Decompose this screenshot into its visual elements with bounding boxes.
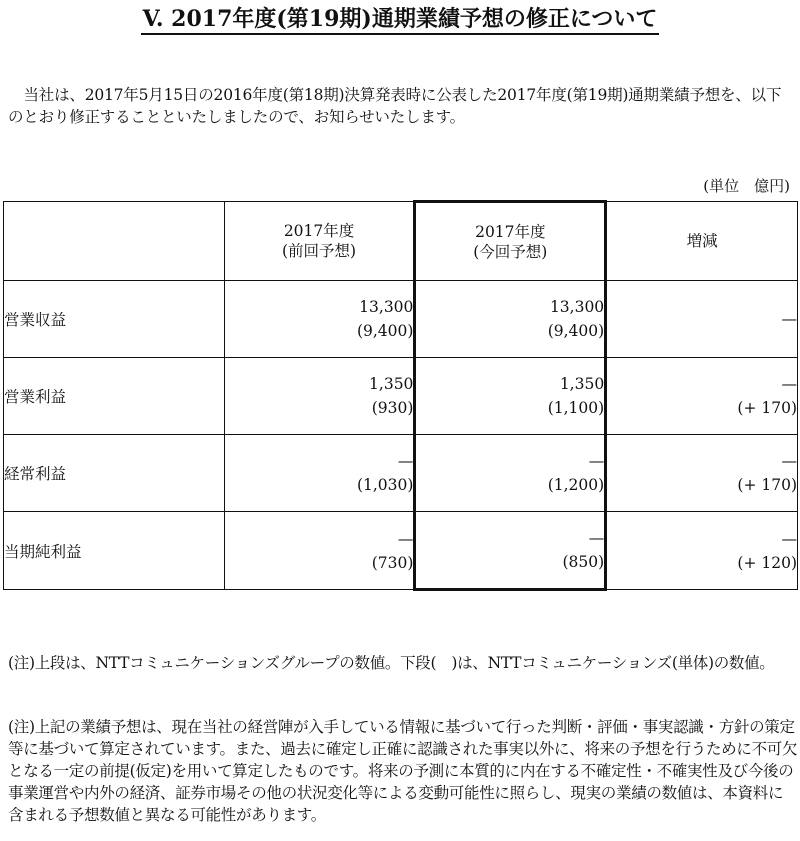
current-value-cell (415, 358, 606, 435)
header-change (606, 202, 798, 281)
current-value-cell (415, 512, 606, 590)
consolidated-value: 13,300 (549, 298, 605, 316)
change-value-cell (606, 435, 798, 512)
current-value-cell (415, 281, 606, 358)
previous-value-cell (224, 281, 415, 358)
forecast-table (3, 200, 798, 591)
table-row (4, 512, 798, 590)
header-cell-empty (4, 202, 225, 281)
consolidated-value: — (397, 452, 414, 470)
header-line: 増減 (686, 232, 718, 250)
standalone-value: (9,400) (356, 322, 414, 340)
consolidated-value: — (397, 529, 414, 548)
previous-value-cell (224, 512, 415, 590)
header-previous-forecast (224, 202, 415, 281)
unit-label: (単位 億円) (703, 177, 790, 195)
header-line: 2017年度 (283, 222, 355, 240)
row-label: 当期純利益 (4, 512, 225, 590)
consolidated-value: 1,350 (369, 375, 414, 393)
consolidated-value: — (781, 375, 797, 393)
change-value-cell (606, 281, 798, 358)
standalone-value: (+ 120) (737, 553, 797, 572)
header-line: (今回予想) (473, 242, 548, 261)
change-value-cell (606, 512, 798, 590)
standalone-value: (1,200) (547, 476, 605, 494)
consolidated-value: 1,350 (559, 375, 605, 393)
consolidated-value: — (781, 452, 797, 470)
change-value-cell (606, 358, 798, 435)
page-title-text: V. 2017年度(第19期)通期業績予想の修正について (141, 5, 660, 35)
current-value-cell (415, 435, 606, 512)
standalone-value: (9,400) (547, 322, 605, 340)
table-row (4, 435, 798, 512)
header-line: (前回予想) (281, 242, 357, 260)
standalone-value: (+ 170) (737, 399, 797, 417)
consolidated-value: — (588, 529, 605, 547)
consolidated-value: — (781, 310, 797, 328)
standalone-value: (850) (562, 553, 605, 571)
standalone-value: (930) (371, 399, 414, 417)
table-row (4, 358, 798, 435)
intro-paragraph: 当社は、2017年5月15日の2016年度(第18期)決算発表時に公表した2017年度(第19期)通期業績予想を、以下のとおり修正することといたしましたので、お知らせいたします。 (8, 86, 782, 126)
standalone-value: (+ 170) (737, 476, 797, 494)
previous-value-cell (224, 358, 415, 435)
previous-value-cell (224, 435, 415, 512)
page-title (0, 4, 800, 35)
standalone-value: (730) (371, 553, 414, 572)
consolidated-value: — (588, 452, 605, 470)
table-row (4, 281, 798, 358)
consolidated-value: 13,300 (359, 298, 414, 316)
row-label: 経常利益 (4, 435, 225, 512)
header-current-forecast (415, 202, 606, 281)
consolidated-value: — (781, 529, 797, 548)
row-label: 営業利益 (4, 358, 225, 435)
header-line: 2017年度 (475, 222, 546, 241)
note-scope: (注)上段は、NTTコミュニケーションズグループの数値。下段( )は、NTTコミュニケーションズ(単体)の数値。 (8, 654, 775, 672)
note-disclaimer: (注)上記の業績予想は、現在当社の経営陣が入手している情報に基づいて行った判断・評価・事実認識・方針の策定等に基づいて算定されています。また、過去に確定し正確に認識された事実以外に、将来の予想を行うために不可欠となる一定の前提(仮定)を用いて算定したものです。将来の予測に本質的に内在する不確定性・不確実性及び今後の事業運営や内外の経済、証券市場その他の状況変化等による変動可能性に照らし、現実の業績の数値は、本資料に含まれる予想数値と異なる可能性があります。 (8, 718, 798, 824)
row-label: 営業収益 (4, 281, 225, 358)
standalone-value: (1,030) (356, 476, 414, 494)
standalone-value: (1,100) (547, 399, 605, 417)
table-header-row (4, 202, 798, 281)
